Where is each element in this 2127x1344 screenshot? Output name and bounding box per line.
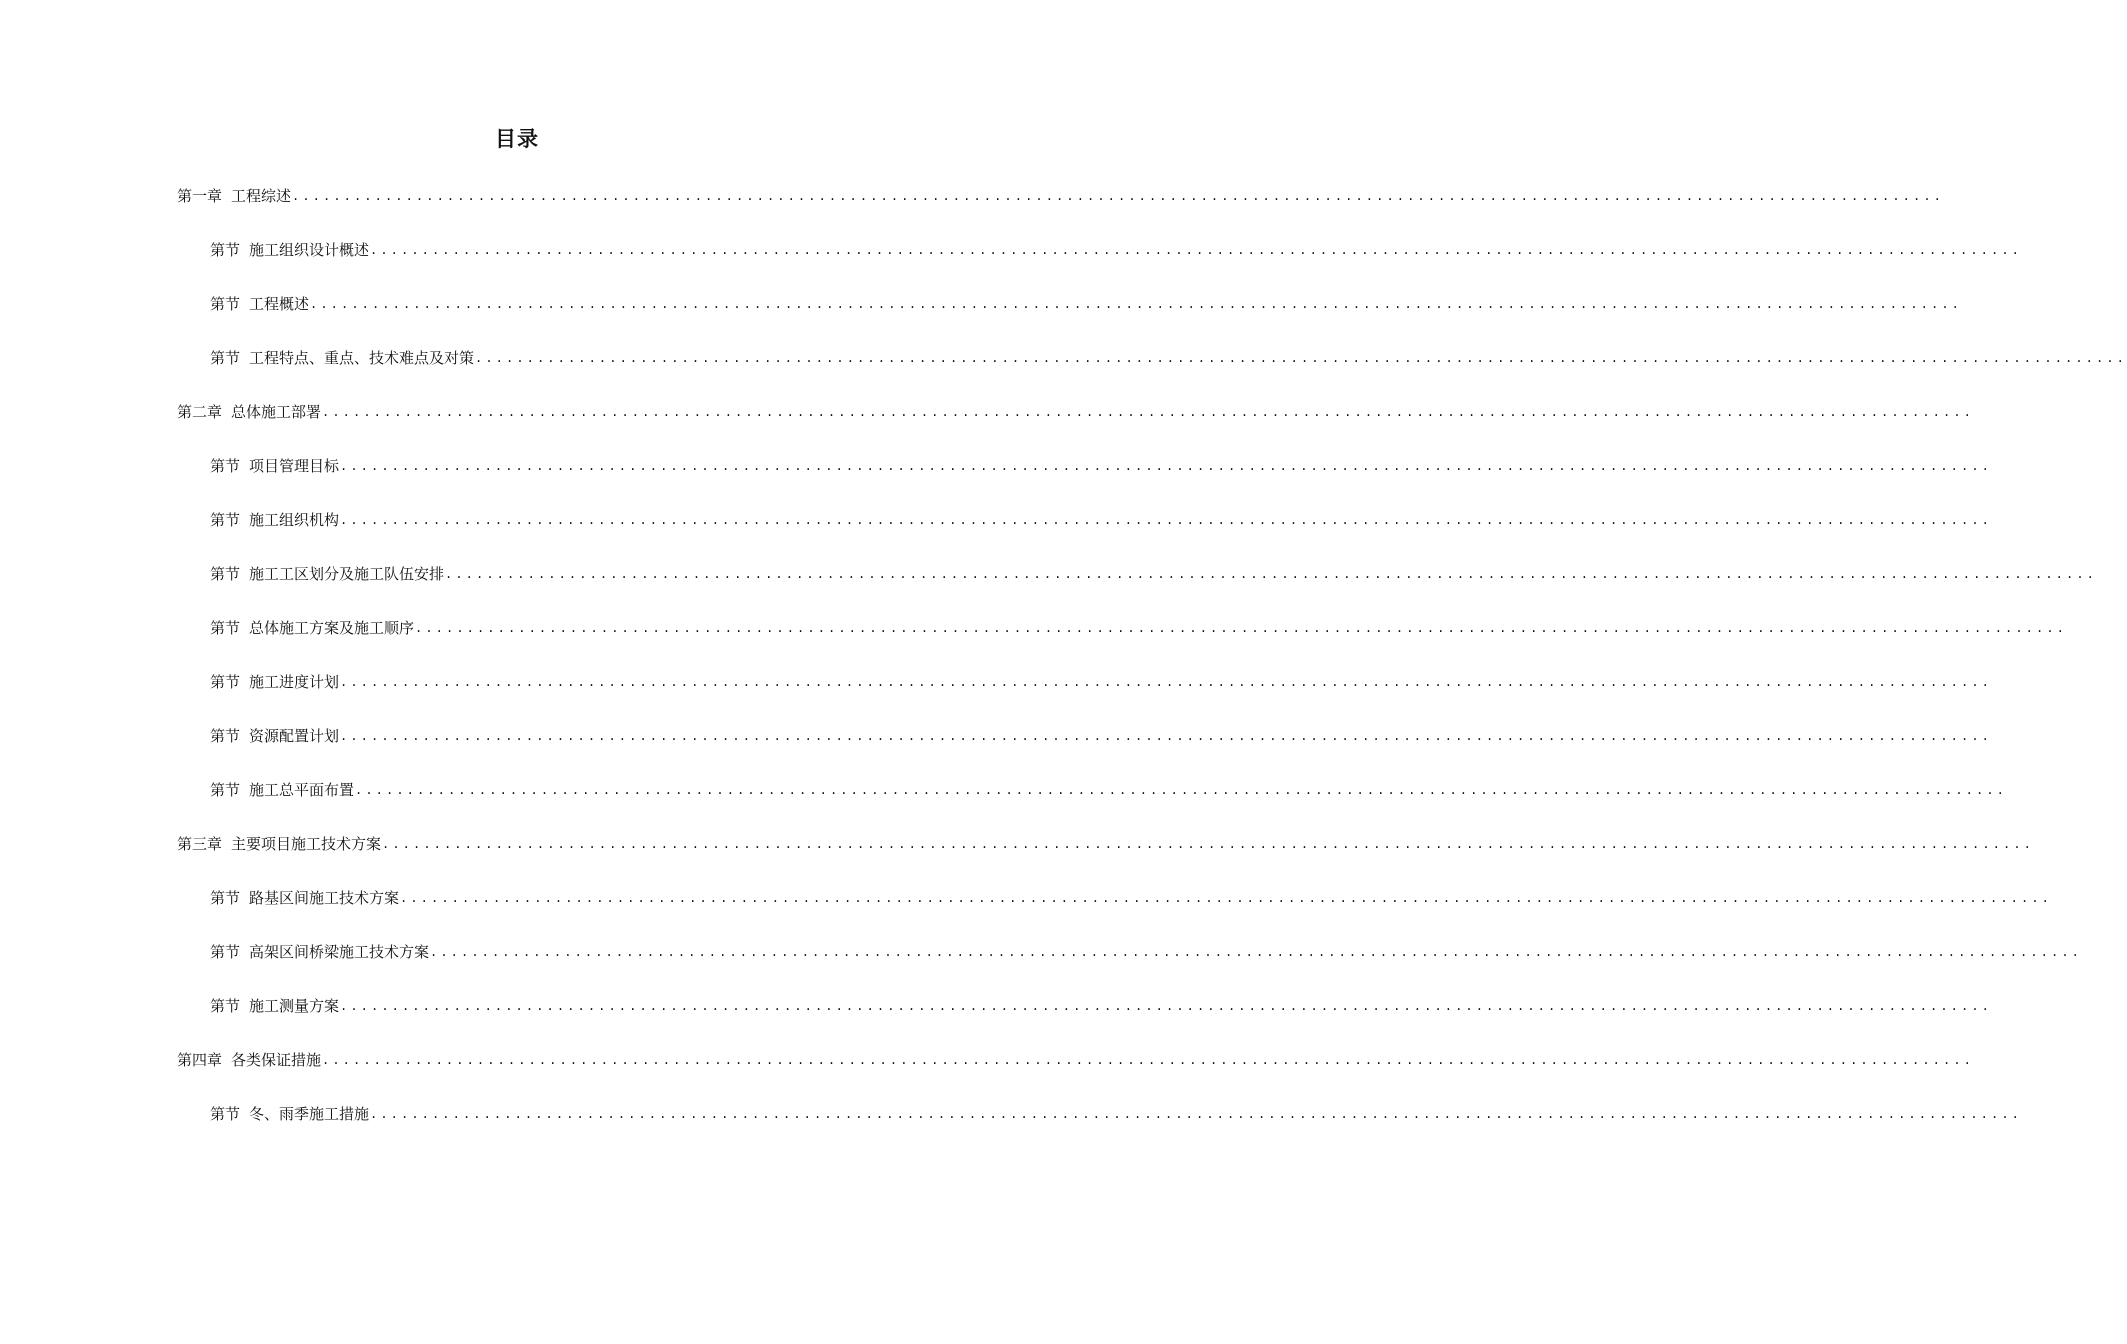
dot-leader: ................................................................................................................................................................	[370, 1107, 2022, 1121]
entry-title: 施工组织机构	[249, 511, 340, 529]
entry-number: 第节	[210, 727, 241, 745]
entry-title: 资源配置计划	[249, 727, 340, 745]
toc-section-entry[interactable]	[210, 668, 1992, 696]
toc-title: 目录	[495, 126, 539, 151]
dot-leader: ................................................................................................................................................................	[415, 621, 2067, 635]
toc-chapter-entry[interactable]	[177, 830, 2034, 858]
entry-number: 第节	[210, 943, 241, 961]
toc-section-entry[interactable]	[210, 884, 2052, 912]
entry-title: 施工测量方案	[249, 997, 340, 1015]
dot-leader: ................................................................................................................................................................	[340, 513, 1992, 527]
entry-number: 第一章	[177, 187, 223, 205]
toc-section-entry[interactable]	[210, 938, 2082, 966]
entry-number: 第节	[210, 889, 241, 907]
dot-leader: ................................................................................................................................................................	[322, 405, 1974, 419]
entry-title: 工程特点、重点、技术难点及对策	[249, 349, 475, 367]
dot-leader: ................................................................................................................................................................	[445, 567, 2097, 581]
entry-number: 第节	[210, 565, 241, 583]
entry-title: 主要项目施工技术方案	[231, 835, 382, 853]
entry-title: 冬、雨季施工措施	[249, 1105, 370, 1123]
dot-leader: ................................................................................................................................................................	[310, 297, 1962, 311]
toc-section-entry[interactable]	[210, 290, 1962, 318]
toc-chapter-entry[interactable]	[177, 1046, 1974, 1074]
toc-section-entry[interactable]	[210, 776, 2007, 804]
entry-number: 第三章	[177, 835, 223, 853]
toc-section-entry[interactable]	[210, 992, 1992, 1020]
entry-title: 总体施工方案及施工顺序	[249, 619, 415, 637]
toc-section-entry[interactable]	[210, 236, 2022, 264]
toc-chapter-entry[interactable]	[177, 398, 1974, 426]
entry-number: 第节	[210, 619, 241, 637]
entry-title: 施工总平面布置	[249, 781, 355, 799]
entry-title: 各类保证措施	[231, 1051, 322, 1069]
entry-number: 第节	[210, 673, 241, 691]
entry-number: 第节	[210, 511, 241, 529]
entry-number: 第节	[210, 997, 241, 1015]
entry-number: 第四章	[177, 1051, 223, 1069]
dot-leader: ................................................................................................................................................................	[292, 189, 1944, 203]
dot-leader: ................................................................................................................................................................	[430, 945, 2082, 959]
toc-section-entry[interactable]	[210, 614, 2067, 642]
dot-leader: ................................................................................................................................................................	[355, 783, 2007, 797]
toc-section-entry[interactable]	[210, 506, 1992, 534]
entry-title: 施工组织设计概述	[249, 241, 370, 259]
entry-title: 路基区间施工技术方案	[249, 889, 400, 907]
dot-leader: ................................................................................................................................................................	[340, 459, 1992, 473]
entry-title: 高架区间桥梁施工技术方案	[249, 943, 430, 961]
toc-section-entry[interactable]	[210, 344, 2127, 372]
dot-leader: ................................................................................................................................................................	[340, 675, 1992, 689]
toc-section-entry[interactable]	[210, 1100, 2022, 1128]
entry-title: 施工进度计划	[249, 673, 340, 691]
entry-title: 工程综述	[231, 187, 292, 205]
dot-leader: ................................................................................................................................................................	[340, 729, 1992, 743]
dot-leader: ................................................................................................................................................................	[322, 1053, 1974, 1067]
entry-number: 第二章	[177, 403, 223, 421]
toc-chapter-entry[interactable]	[177, 182, 1944, 210]
toc-section-entry[interactable]	[210, 560, 2097, 588]
entry-number: 第节	[210, 349, 241, 367]
dot-leader: ................................................................................................................................................................	[340, 999, 1992, 1013]
dot-leader: ................................................................................................................................................................	[400, 891, 2052, 905]
entry-title: 总体施工部署	[231, 403, 322, 421]
entry-title: 施工工区划分及施工队伍安排	[249, 565, 445, 583]
entry-title: 工程概述	[249, 295, 310, 313]
entry-number: 第节	[210, 241, 241, 259]
toc-section-entry[interactable]	[210, 722, 1992, 750]
toc-section-entry[interactable]	[210, 452, 1992, 480]
entry-number: 第节	[210, 781, 241, 799]
entry-number: 第节	[210, 457, 241, 475]
dot-leader: ................................................................................................................................................................	[475, 351, 2127, 365]
entry-number: 第节	[210, 1105, 241, 1123]
entry-title: 项目管理目标	[249, 457, 340, 475]
dot-leader: ................................................................................................................................................................	[382, 837, 2034, 851]
dot-leader: ................................................................................................................................................................	[370, 243, 2022, 257]
entry-number: 第节	[210, 295, 241, 313]
